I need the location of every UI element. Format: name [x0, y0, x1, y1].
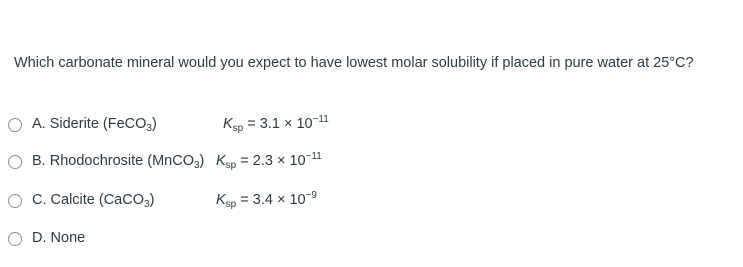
radio-button-c[interactable] — [8, 194, 22, 208]
option-c-label: C. Calcite (CaCO$_3$) — [32, 192, 155, 210]
option-d[interactable] — [8, 229, 86, 249]
radio-button-d[interactable] — [8, 232, 22, 246]
option-b-label: B. Rhodochrosite (MnCO$_3$) — [32, 153, 205, 171]
option-b[interactable] — [8, 151, 322, 172]
option-c-ksp: $K_{sp} = 3.4 \times 10^{-9}$ — [216, 190, 317, 210]
option-b-ksp: $K_{sp} = 2.3 \times 10^{-11}$ — [216, 151, 322, 171]
radio-button-b[interactable] — [8, 155, 22, 169]
option-d-label: D. None — [32, 230, 86, 246]
question-text: Which carbonate mineral would you expect to have lowest molar solubility if placed in pure water at 25°C? — [14, 55, 694, 71]
radio-button-a[interactable] — [8, 118, 22, 132]
option-a[interactable] — [8, 114, 329, 135]
option-a-label: A. Siderite (FeCO$_3$) — [32, 116, 157, 134]
option-a-ksp: $K_{sp} = 3.1 \times 10^{-11}$ — [223, 114, 329, 134]
option-c[interactable] — [8, 190, 317, 211]
